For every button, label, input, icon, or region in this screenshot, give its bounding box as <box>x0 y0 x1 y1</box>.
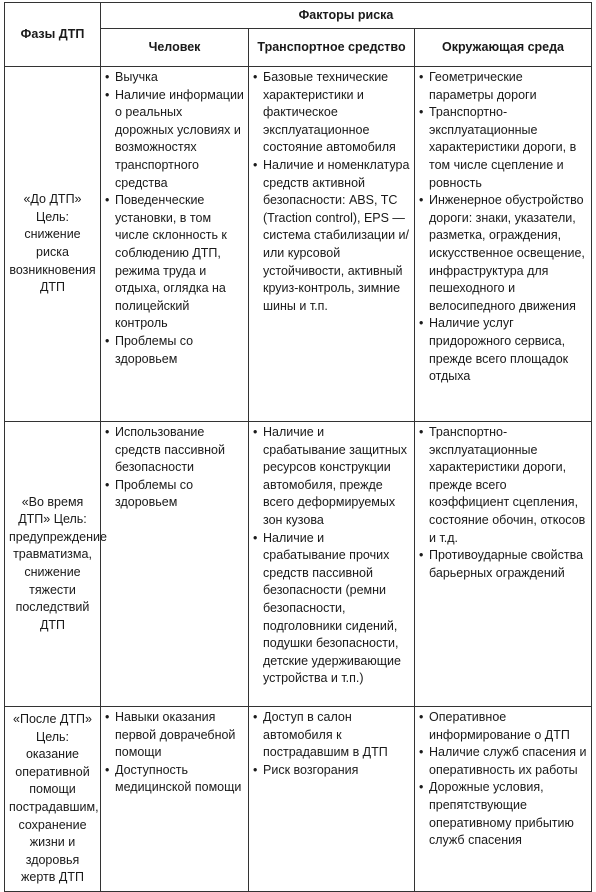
list-item: • Транспортно-эксплуатационные характеристики дороги, в том числе сцепление и ровность <box>419 104 587 192</box>
list-item: • Доступ в салон автомобиля к пострадавшим в ДТП <box>253 709 410 762</box>
environment-list <box>419 424 587 582</box>
vehicle-list <box>253 424 410 688</box>
list-item: • Проблемы со здоровьем <box>105 477 244 512</box>
environment-cell <box>415 422 592 707</box>
list-item: • Оперативное информирование о ДТП <box>419 709 587 744</box>
environment-cell <box>415 67 592 422</box>
phase-cell: «Во время ДТП» Цель: предупреждение травматизма, снижение тяжести последствий ДТП <box>5 422 101 707</box>
vehicle-list <box>253 709 410 779</box>
risk-factors-table <box>4 2 592 892</box>
list-item: • Наличие и срабатывание прочих средств пассивной безопасности (ремни безопасности, подголовники сидений, подушки безопасности, детские удерживающие устройства и т.п.) <box>253 530 410 688</box>
header-risk-factors: Факторы риска <box>101 3 592 29</box>
human-list <box>105 69 244 368</box>
list-item: • Навыки оказания первой доврачебной помощи <box>105 709 244 762</box>
environment-list <box>419 709 587 850</box>
list-item: • Наличие и номенклатура средств активной безопасности: ABS, TC (Traction control), EPS — система стабилизации и/или курсовой устойчивости, активный круиз-контроль, зимние шины и т.п. <box>253 157 410 315</box>
list-item: • Выучка <box>105 69 244 87</box>
human-cell <box>101 707 249 892</box>
environment-list <box>419 69 587 386</box>
list-item: • Наличие информации о реальных дорожных условиях и возможностях транспортного средства <box>105 87 244 193</box>
environment-cell <box>415 707 592 892</box>
human-cell <box>101 422 249 707</box>
human-list <box>105 424 244 512</box>
table-row <box>5 422 592 707</box>
header-environment: Окружающая среда <box>415 29 592 67</box>
table-row <box>5 67 592 422</box>
phase-cell: «До ДТП» Цель: снижение риска возникновения ДТП <box>5 67 101 422</box>
list-item: • Доступность медицинской помощи <box>105 762 244 797</box>
list-item: • Наличие служб спасения и оперативность их работы <box>419 744 587 779</box>
list-item: • Наличие и срабатывание защитных ресурсов конструкции автомобиля, прежде всего деформируемых зон кузова <box>253 424 410 530</box>
table-row <box>5 707 592 892</box>
header-phases: Фазы ДТП <box>5 3 101 67</box>
vehicle-list <box>253 69 410 315</box>
vehicle-cell <box>249 67 415 422</box>
list-item: • Базовые технические характеристики и фактическое эксплуатационное состояние автомобиля <box>253 69 410 157</box>
human-list <box>105 709 244 797</box>
list-item: • Дорожные условия, препятствующие оперативному прибытию служб спасения <box>419 779 587 849</box>
list-item: • Использование средств пассивной безопасности <box>105 424 244 477</box>
list-item: • Противоударные свойства барьерных ограждений <box>419 547 587 582</box>
header-vehicle: Транспортное средство <box>249 29 415 67</box>
vehicle-cell <box>249 422 415 707</box>
list-item: • Наличие услуг придорожного сервиса, прежде всего площадок отдыха <box>419 315 587 385</box>
human-cell <box>101 67 249 422</box>
header-human: Человек <box>101 29 249 67</box>
vehicle-cell <box>249 707 415 892</box>
list-item: • Риск возгорания <box>253 762 410 780</box>
list-item: • Инженерное обустройство дороги: знаки, указатели, разметка, ограждения, искусственное освещение, инфраструктура для пешеходного и велосипедного движения <box>419 192 587 315</box>
list-item: • Проблемы со здоровьем <box>105 333 244 368</box>
list-item: • Поведенческие установки, в том числе склонность к соблюдению ДТП, режима труда и отдыха, оглядка на полицейский контроль <box>105 192 244 333</box>
phase-cell: «После ДТП» Цель: оказание оперативной помощи пострадавшим, сохранение жизни и здоровья жертв ДТП <box>5 707 101 892</box>
list-item: • Геометрические параметры дороги <box>419 69 587 104</box>
list-item: • Транспортно-эксплуатационные характеристики дороги, прежде всего коэффициент сцепления, состояние обочин, откосов и т.д. <box>419 424 587 547</box>
